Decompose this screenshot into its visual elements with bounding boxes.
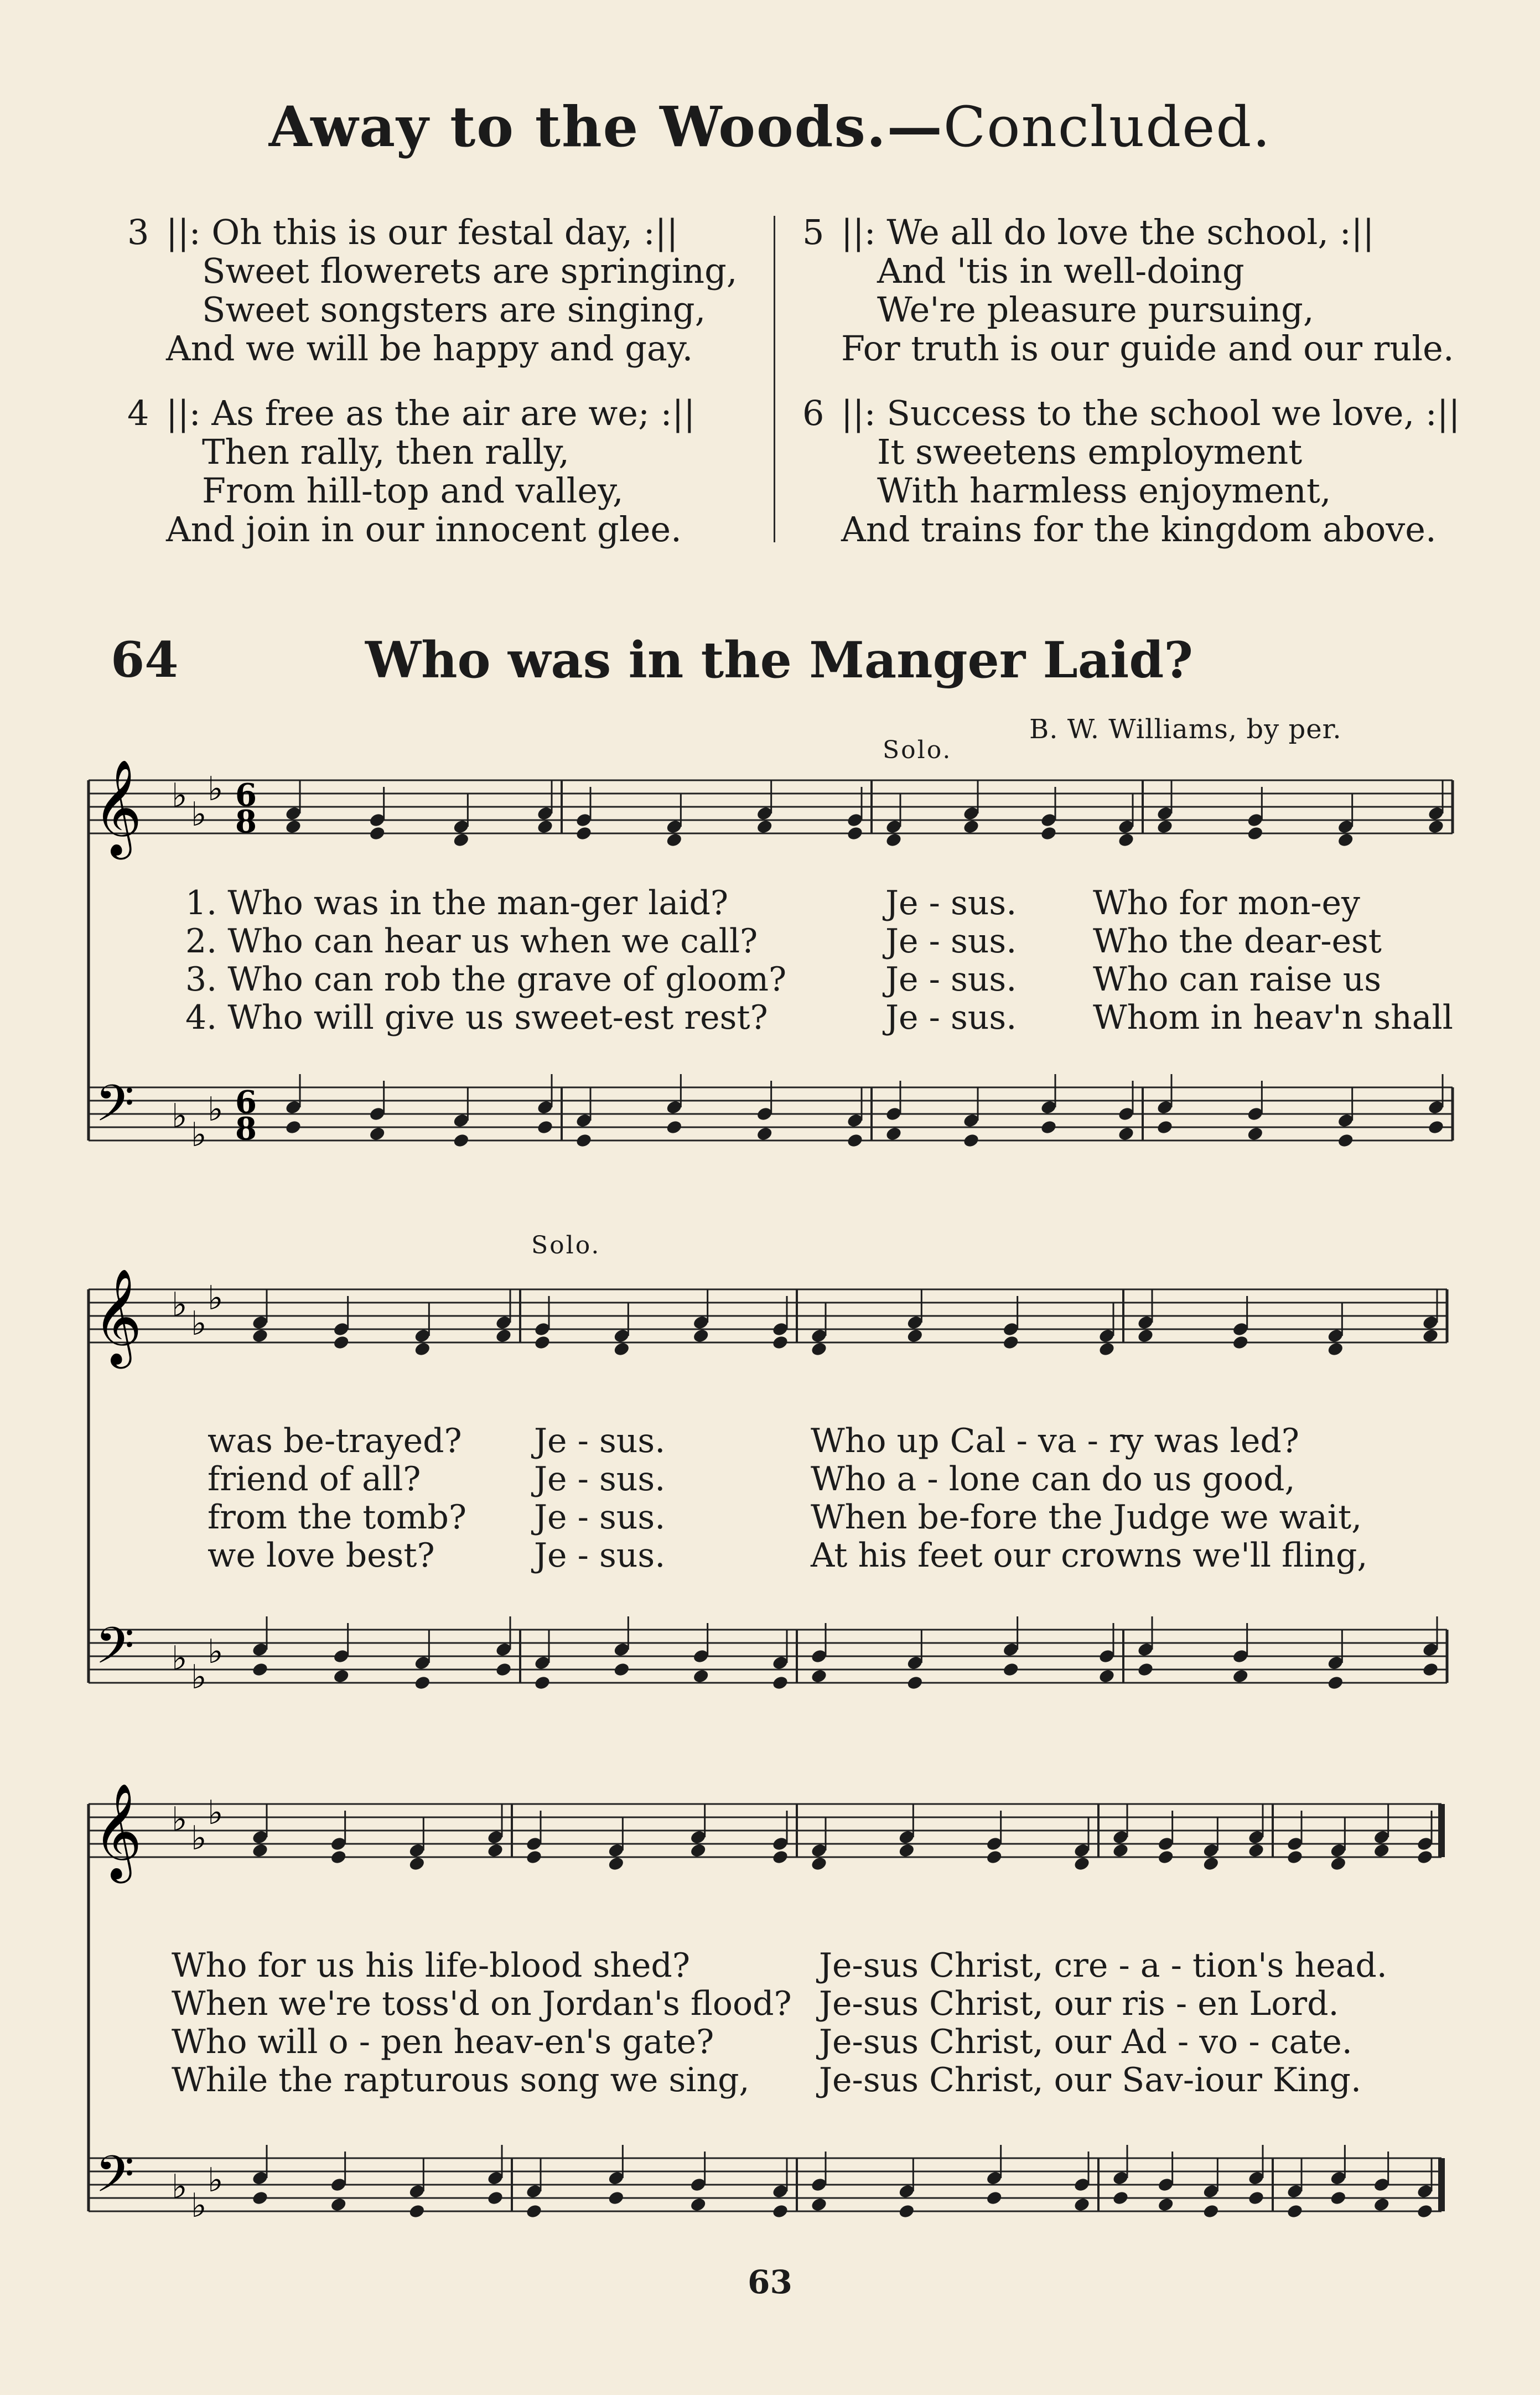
flat-icon: ♭: [191, 1304, 207, 1343]
time-signature: 8: [235, 1111, 257, 1147]
note-head: [613, 1341, 630, 1357]
note-head: [756, 1126, 774, 1142]
note-head: [495, 1328, 512, 1344]
lyric-line: Je - sus.: [534, 1422, 666, 1460]
lyric-line: Je - sus.: [885, 884, 1017, 922]
note-head: [846, 825, 864, 841]
flat-icon: ♭: [172, 776, 188, 815]
lyric-line: Who the dear-est: [1093, 922, 1382, 961]
verse-line: It sweetens employment: [877, 432, 1303, 472]
note-head: [689, 1842, 707, 1858]
note-head: [689, 2196, 707, 2212]
note-head: [1098, 1341, 1116, 1357]
note-head: [575, 825, 593, 841]
note-head: [1040, 1119, 1057, 1135]
note-head: [533, 1334, 551, 1350]
note-head: [486, 1842, 504, 1858]
note-head: [607, 1855, 625, 1872]
note-head: [1156, 818, 1174, 834]
note-head: [810, 2196, 828, 2212]
flat-icon: ♭: [172, 1639, 188, 1678]
note-head: [495, 1661, 512, 1677]
note-head: [525, 1849, 543, 1865]
note-head: [1329, 1855, 1347, 1872]
note-head: [986, 2190, 1003, 2206]
note-head: [986, 1849, 1003, 1865]
lyric-line: Je-sus Christ, our Ad - vo - cate.: [819, 2023, 1352, 2061]
lyric-line: 1. Who was in the man-ger laid?: [185, 884, 729, 922]
note-head: [1098, 1668, 1116, 1684]
note-head: [486, 2190, 504, 2206]
note-head: [771, 2203, 789, 2219]
flat-icon: ♭: [172, 1097, 188, 1136]
flat-icon: ♭: [208, 1090, 224, 1129]
lyric-line: Je - sus.: [534, 1460, 666, 1499]
lyric-line: Je - sus.: [534, 1498, 666, 1537]
verse-line: From hill-top and valley,: [202, 470, 624, 511]
note-head: [810, 1855, 828, 1872]
flat-icon: ♭: [208, 2161, 224, 2200]
note-head: [1337, 1132, 1355, 1148]
note-head: [692, 1328, 710, 1344]
flat-icon: ♭: [172, 2168, 188, 2206]
note-head: [1247, 2190, 1265, 2206]
note-head: [413, 1341, 431, 1357]
verse-number: 4: [127, 393, 149, 433]
note-head: [1232, 1668, 1249, 1684]
verse-line: Sweet flowerets are springing,: [202, 251, 738, 291]
note-head: [1117, 832, 1135, 848]
treble-clef-icon: 𝄞: [93, 1268, 142, 1365]
note-head: [1286, 1849, 1304, 1865]
verse-line: ||: As free as the air are we; :||: [166, 393, 696, 433]
note-head: [452, 832, 470, 848]
note-head: [284, 818, 302, 834]
note-head: [1373, 1842, 1391, 1858]
lyric-line: Je - sus.: [885, 998, 1017, 1037]
note-head: [771, 1675, 789, 1691]
note-head: [906, 1328, 924, 1344]
time-signature: 6: [235, 777, 257, 813]
note-head: [1337, 832, 1355, 848]
lyric-line: Who for us his life-blood shed?: [172, 1946, 691, 1985]
lyrics-system1-c: [1093, 884, 1453, 1037]
note-head: [1427, 818, 1445, 834]
treble-clef-icon: 𝄞: [93, 1783, 142, 1879]
note-head: [885, 832, 903, 848]
note-head: [369, 1126, 386, 1142]
note-head: [330, 2196, 348, 2212]
note-head: [251, 1842, 269, 1858]
note-head: [1247, 1842, 1265, 1858]
note-head: [1117, 1126, 1135, 1142]
lyric-line: Je-sus Christ, our ris - en Lord.: [819, 1984, 1339, 2023]
note-head: [1002, 1661, 1020, 1677]
lyric-line: Je - sus.: [885, 960, 1017, 999]
note-head: [1002, 1334, 1020, 1350]
note-head: [1416, 1849, 1434, 1865]
note-head: [1326, 1341, 1344, 1357]
note-head: [333, 1334, 350, 1350]
note-head: [1073, 2196, 1091, 2212]
note-head: [284, 1119, 302, 1135]
page-title: [0, 94, 1540, 159]
note-head: [1112, 2190, 1129, 2206]
note-head: [1202, 1855, 1220, 1872]
note-head: [1427, 1119, 1445, 1135]
note-head: [1137, 1661, 1154, 1677]
note-head: [1202, 2203, 1220, 2219]
column-divider: [774, 216, 775, 542]
note-head: [1157, 1849, 1175, 1865]
flat-icon: ♭: [191, 2186, 207, 2225]
note-head: [1373, 2196, 1391, 2212]
verse-line: ||: Success to the school we love, :||: [841, 393, 1460, 433]
lyrics-system2-c: [811, 1422, 1368, 1575]
flat-icon: ♭: [172, 1800, 188, 1839]
lyric-line: 4. Who will give us sweet-est rest?: [185, 998, 768, 1037]
flat-icon: ♭: [191, 1658, 207, 1697]
note-head: [1286, 2203, 1304, 2219]
page-title-main: Away to the Woods.—: [268, 94, 943, 159]
composer-credit: B. W. Williams, by per.: [1029, 714, 1342, 745]
lyric-line: 3. Who can rob the grave of gloom?: [185, 960, 787, 999]
note-head: [408, 1855, 426, 1872]
note-head: [333, 1668, 350, 1684]
flat-icon: ♭: [191, 1116, 207, 1154]
note-head: [885, 1126, 903, 1142]
flat-icon: ♭: [191, 795, 207, 834]
hymn-number: 64: [111, 631, 179, 688]
lyric-line: At his feet our crowns we'll fling,: [811, 1536, 1368, 1575]
lyric-line: Je - sus.: [534, 1536, 666, 1575]
note-head: [1416, 2203, 1434, 2219]
lyrics-system2-a: [208, 1422, 466, 1575]
lyric-line: friend of all?: [208, 1460, 421, 1499]
lyric-line: we love best?: [208, 1536, 435, 1575]
note-head: [369, 825, 386, 841]
time-signature: 6: [235, 1084, 257, 1121]
lyric-line: was be-trayed?: [208, 1422, 462, 1460]
verse-line: Sweet songsters are singing,: [202, 289, 706, 330]
note-head: [536, 1119, 554, 1135]
verse-line: We're pleasure pursuing,: [877, 289, 1314, 330]
flat-icon: ♭: [208, 1632, 224, 1671]
note-head: [898, 2203, 915, 2219]
note-head: [692, 1668, 710, 1684]
note-head: [1232, 1334, 1249, 1350]
note-head: [251, 2190, 269, 2206]
note-head: [1422, 1328, 1439, 1344]
note-head: [330, 1849, 348, 1865]
time-signature: 8: [235, 803, 257, 840]
note-head: [525, 2203, 543, 2219]
note-head: [607, 2190, 625, 2206]
lyric-line: Je-sus Christ, our Sav-iour King.: [819, 2061, 1362, 2099]
note-head: [1157, 2196, 1175, 2212]
note-head: [756, 818, 774, 834]
bass-clef-icon: 𝄢: [95, 1074, 134, 1145]
lyric-line: Who will o - pen heav-en's gate?: [172, 2023, 714, 2061]
lyrics-system3-b: [819, 1947, 1387, 2099]
page-title-suffix: Concluded.: [943, 95, 1272, 159]
lyric-line: Who can raise us: [1093, 960, 1382, 999]
verse-line: Then rally, then rally,: [202, 432, 570, 472]
note-head: [1040, 825, 1057, 841]
note-head: [810, 1668, 828, 1684]
lyric-line: 2. Who can hear us when we call?: [185, 922, 758, 961]
verse-line: And we will be happy and gay.: [166, 328, 693, 369]
note-head: [613, 1661, 630, 1677]
note-head: [413, 1675, 431, 1691]
solo-label: Solo.: [531, 1231, 601, 1259]
note-head: [575, 1132, 593, 1148]
note-head: [408, 2203, 426, 2219]
verse-number: 6: [802, 393, 825, 433]
lyric-line: Whom in heav'n shall: [1093, 998, 1453, 1037]
note-head: [1326, 1675, 1344, 1691]
page-number: 63: [748, 2263, 792, 2301]
verse-number: 3: [127, 212, 149, 252]
note-head: [665, 832, 683, 848]
lyric-line: When be-fore the Judge we wait,: [811, 1498, 1362, 1537]
note-head: [771, 1334, 789, 1350]
note-head: [665, 1119, 683, 1135]
note-head: [1137, 1328, 1154, 1344]
note-head: [452, 1132, 470, 1148]
note-head: [251, 1661, 269, 1677]
note-head: [898, 1842, 915, 1858]
note-head: [536, 818, 554, 834]
lyrics-system3-a: [172, 1947, 792, 2099]
note-head: [962, 818, 980, 834]
lyric-line: Who up Cal - va - ry was led?: [811, 1422, 1299, 1460]
verse-number: 5: [802, 212, 825, 252]
verse-line: For truth is our guide and our rule.: [841, 328, 1454, 369]
flat-icon: ♭: [208, 770, 224, 808]
note-head: [1246, 1126, 1264, 1142]
lyric-line: Who for mon-ey: [1093, 884, 1360, 922]
lyrics-system1-b: [885, 884, 1017, 1037]
note-head: [771, 1849, 789, 1865]
flat-icon: ♭: [172, 1285, 188, 1324]
flat-icon: ♭: [191, 1819, 207, 1858]
bass-clef-icon: 𝄢: [95, 1616, 134, 1687]
verse-line: ||: Oh this is our festal day, :||: [166, 212, 678, 252]
treble-clef-icon: 𝄞: [93, 759, 142, 856]
lyric-line: While the rapturous song we sing,: [172, 2061, 750, 2099]
note-head: [1156, 1119, 1174, 1135]
note-head: [251, 1328, 269, 1344]
lyric-line: Who a - lone can do us good,: [811, 1460, 1295, 1499]
note-head: [1422, 1661, 1439, 1677]
note-head: [962, 1132, 980, 1148]
bass-clef-icon: 𝄢: [95, 2145, 134, 2216]
verse-line: ||: We all do love the school, :||: [841, 212, 1375, 252]
note-head: [533, 1675, 551, 1691]
verse-line: And 'tis in well-doing: [877, 251, 1245, 291]
lyric-line: When we're toss'd on Jordan's flood?: [172, 1984, 792, 2023]
note-head: [906, 1675, 924, 1691]
verse-line: And join in our innocent glee.: [166, 509, 682, 549]
note-head: [1073, 1855, 1091, 1872]
lyrics-system2-b: [534, 1422, 665, 1575]
lyric-line: Je-sus Christ, cre - a - tion's head.: [819, 1946, 1387, 1985]
lyrics-system1-a: [185, 884, 786, 1037]
verse-line: With harmless enjoyment,: [877, 470, 1331, 511]
note-head: [1112, 1842, 1129, 1858]
flat-icon: ♭: [208, 1793, 224, 1832]
note-head: [810, 1341, 828, 1357]
verse-line: And trains for the kingdom above.: [841, 509, 1437, 549]
lyric-line: from the tomb?: [208, 1498, 467, 1537]
hymn-title: Who was in the Manger Laid?: [365, 631, 1193, 690]
note-head: [846, 1132, 864, 1148]
note-head: [1329, 2190, 1347, 2206]
flat-icon: ♭: [208, 1279, 224, 1318]
note-head: [1246, 825, 1264, 841]
solo-label: Solo.: [883, 736, 952, 764]
lyric-line: Je - sus.: [885, 922, 1017, 961]
